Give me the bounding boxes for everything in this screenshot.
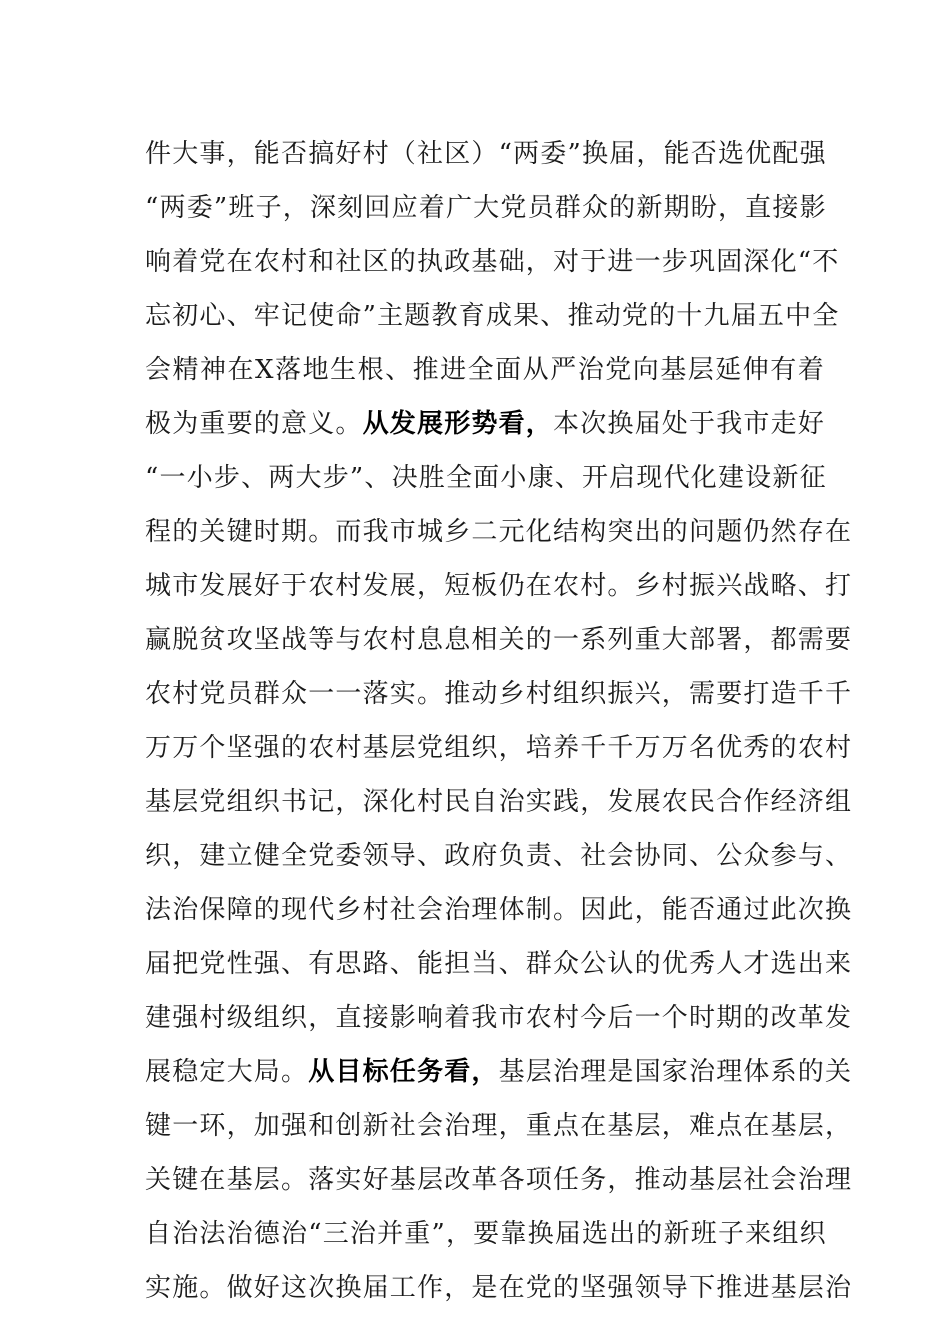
text-line [145,883,853,937]
text-run: 届把党性强、有思路、能担当、群众公认的优秀人才选出来 [145,949,853,979]
text-run: 会精神在X落地生根、推进全面从严治党向基层延伸有着 [145,355,825,385]
text-line [145,181,825,235]
text-line [145,1207,825,1261]
text-run: 基层党组织书记，深化村民自治实践，发展农民合作经济组 [145,787,853,817]
text-line [145,721,853,775]
text-run: 自治法治德治“三治并重”，要靠换届选出的新班子来组织 [145,1219,827,1249]
text-line [145,1261,853,1315]
bold-heading-phrase: 从发展形势看， [362,409,554,439]
text-run: 织，建立健全党委领导、政府负责、社会协同、公众参与、 [145,841,853,871]
text-line [145,829,853,883]
text-run: 忘初心、牢记使命”主题教育成果、推动党的十九届五中全 [145,301,840,331]
text-run: 农村党员群众一一落实。推动乡村组织振兴，需要打造千千 [145,679,853,709]
text-line [145,1045,853,1099]
text-run: “一小步、两大步”、决胜全面小康、开启现代化建设新征 [145,463,827,493]
text-line [145,235,840,289]
text-run: 极为重要的意义。 [145,409,363,439]
text-run: 件大事，能否搞好村（社区）“两委”换届，能否选优配强 [145,139,827,169]
text-run: 展稳定大局。 [145,1057,309,1087]
text-run: 万万个坚强的农村基层党组织，培养千千万万名优秀的农村 [145,733,853,763]
text-line [145,127,825,181]
text-line [145,505,853,559]
text-run: 建强村级组织，直接影响着我市农村今后一个时期的改革发 [145,1003,853,1033]
text-line [145,1153,853,1207]
text-line [145,775,853,829]
text-line [145,451,825,505]
bold-heading-phrase: 从目标任务看， [308,1057,499,1087]
text-run: 实施。做好这次换届工作，是在党的坚强领导下推进基层治 [145,1273,853,1303]
text-line [145,559,853,613]
text-line [145,937,853,991]
text-run: 法治保障的现代乡村社会治理体制。因此，能否通过此次换 [145,895,853,925]
text-line [145,397,825,451]
text-run: 程的关键时期。而我市城乡二元化结构突出的问题仍然存在 [145,517,853,547]
text-line [145,667,853,721]
text-run: 响着党在农村和社区的执政基础，对于进一步巩固深化“不 [145,247,840,277]
text-line [145,1099,853,1153]
text-run: 本次换届处于我市走好 [553,409,826,439]
text-run: 键一环，加强和创新社会治理，重点在基层，难点在基层， [145,1111,853,1141]
text-run: 关键在基层。落实好基层改革各项任务，推动基层社会治理 [145,1165,853,1195]
text-run: 赢脱贫攻坚战等与农村息息相关的一系列重大部署，都需要 [145,625,853,655]
text-run: “两委”班子，深刻回应着广大党员群众的新期盼，直接影 [145,193,827,223]
text-line [145,289,840,343]
text-line [145,613,853,667]
body-text [145,127,853,1315]
text-run: 基层治理是国家治理体系的关 [498,1057,853,1087]
text-run: 城市发展好于农村发展，短板仍在农村。乡村振兴战略、打 [145,571,853,601]
text-line [145,991,853,1045]
text-line [145,343,825,397]
